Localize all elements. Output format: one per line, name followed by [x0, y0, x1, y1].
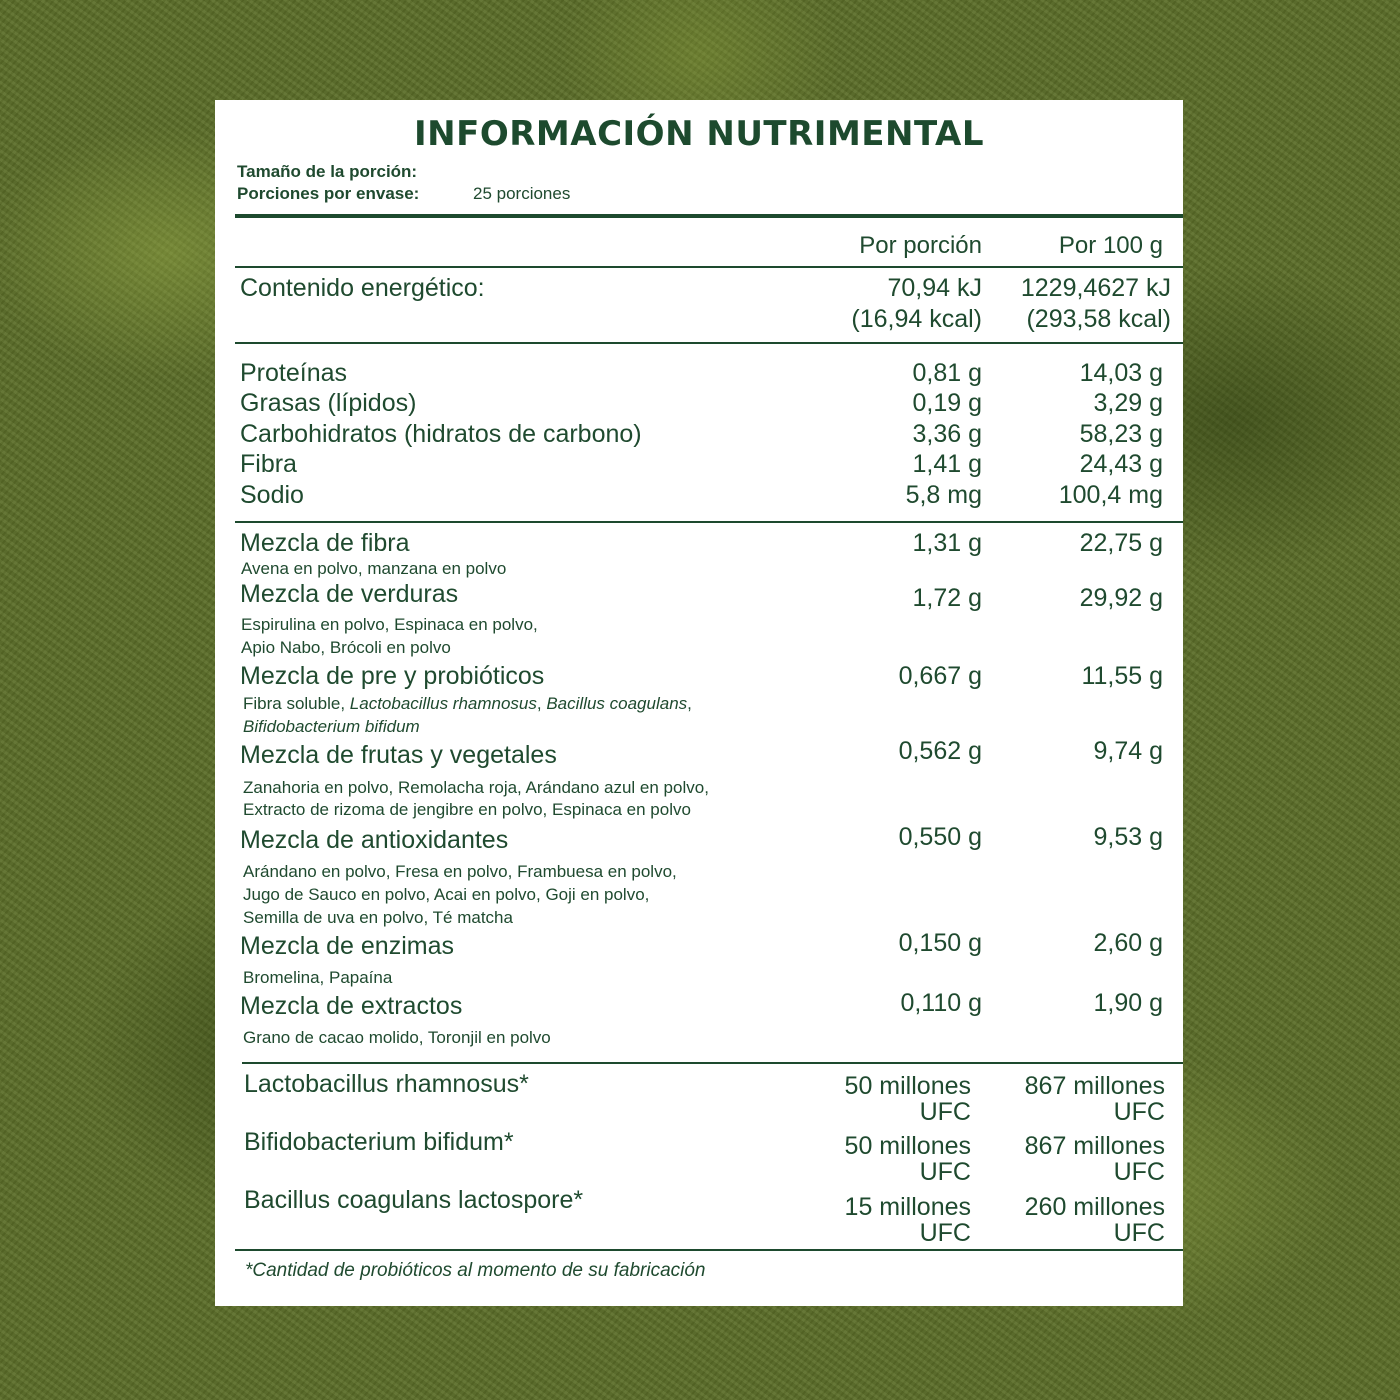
blend-per-serving: 0,550 g — [898, 823, 982, 851]
probiotic-per-serving: 15 millones UFC — [844, 1193, 971, 1247]
energy-per-serving-kcal: (16,94 kcal) — [851, 305, 982, 333]
probiotic-per-serving: 50 millones UFC — [844, 1132, 971, 1186]
blend-name: Mezcla de frutas y vegetales — [240, 741, 557, 769]
blend-ingredients: Fibra soluble, Lactobacillus rhamnosus, Bacillus coagulans, — [243, 694, 692, 713]
probiotic-per-100g: 260 millones UFC — [1024, 1193, 1165, 1247]
blend-name: Mezcla de pre y probióticos — [240, 662, 545, 690]
blend-ingredients: Avena en polvo, manzana en polvo — [241, 559, 507, 578]
nutrient-per-100g: 100,4 mg — [1058, 481, 1163, 509]
divider-columns — [235, 266, 1183, 268]
serving-size-label: Tamaño de la porción: — [237, 162, 418, 181]
energy-per-100-kj: 1229,4627 kJ — [1020, 274, 1171, 302]
energy-per-serving-kj: 70,94 kJ — [887, 274, 982, 302]
nutrient-per-serving: 1,41 g — [912, 450, 982, 478]
blend-per-serving: 0,150 g — [898, 929, 982, 957]
nutrient-per-100g: 58,23 g — [1079, 420, 1163, 448]
servings-per-container-label: Porciones por envase: — [237, 184, 420, 203]
column-header-per-100g: Por 100 g — [1058, 232, 1163, 259]
probiotic-name: Bifidobacterium bifidum* — [244, 1128, 514, 1156]
blend-per-serving: 0,667 g — [898, 662, 982, 690]
blend-per-100g: 22,75 g — [1079, 529, 1163, 557]
nutrition-label — [215, 100, 1183, 1306]
blend-ingredients: Extracto de rizoma de jengibre en polvo, Espinaca en polvo — [243, 800, 691, 819]
divider-energy — [235, 342, 1183, 344]
nutrient-per-serving: 5,8 mg — [905, 481, 982, 509]
divider-header — [235, 214, 1183, 218]
blend-name: Mezcla de extractos — [240, 992, 463, 1020]
nutrient-per-serving: 0,81 g — [912, 359, 982, 387]
nutrient-name: Sodio — [240, 481, 304, 509]
divider-nutrients — [235, 521, 1183, 523]
probiotic-name: Bacillus coagulans lactospore* — [244, 1186, 584, 1214]
footnote: *Cantidad de probióticos al momento de su fabricación — [245, 1260, 706, 1281]
blend-per-serving: 0,562 g — [898, 737, 982, 765]
blend-per-100g: 9,53 g — [1093, 823, 1163, 851]
probiotic-per-serving: 50 millones UFC — [844, 1072, 971, 1126]
blend-ingredients: Espirulina en polvo, Espinaca en polvo, — [241, 615, 538, 634]
divider-blends — [242, 1062, 1183, 1064]
blend-ingredients: Semilla de uva en polvo, Té matcha — [243, 908, 513, 927]
nutrient-name: Fibra — [240, 450, 297, 478]
blend-per-100g: 2,60 g — [1093, 929, 1163, 957]
blend-name: Mezcla de verduras — [240, 580, 459, 608]
probiotic-name: Lactobacillus rhamnosus* — [244, 1070, 529, 1098]
blend-name: Mezcla de antioxidantes — [240, 826, 509, 854]
nutrient-per-serving: 3,36 g — [912, 420, 982, 448]
blend-ingredients: Apio Nabo, Brócoli en polvo — [241, 638, 451, 657]
blend-ingredients: Jugo de Sauco en polvo, Acai en polvo, Goji en polvo, — [243, 885, 650, 904]
nutrient-name: Proteínas — [240, 359, 348, 387]
probiotic-per-100g: 867 millones UFC — [1024, 1132, 1165, 1186]
blend-ingredients: Bifidobacterium bifidum — [243, 717, 420, 736]
blend-per-100g: 29,92 g — [1079, 584, 1163, 612]
blend-ingredients: Bromelina, Papaína — [243, 968, 393, 987]
divider-probiotics — [235, 1249, 1183, 1251]
blend-per-serving: 0,110 g — [900, 989, 982, 1017]
servings-per-container-value: 25 porciones — [473, 184, 571, 203]
nutrient-name: Grasas (lípidos) — [240, 389, 417, 417]
column-header-per-serving: Por porción — [859, 232, 982, 259]
nutrient-name: Carbohidratos (hidratos de carbono) — [240, 420, 642, 448]
energy-per-100-kcal: (293,58 kcal) — [1026, 305, 1171, 333]
nutrient-per-100g: 14,03 g — [1079, 359, 1163, 387]
blend-name: Mezcla de fibra — [240, 529, 410, 557]
blend-ingredients: Zanahoria en polvo, Remolacha roja, Arándano azul en polvo, — [243, 778, 709, 797]
nutrient-per-100g: 3,29 g — [1093, 389, 1163, 417]
blend-ingredients: Grano de cacao molido, Toronjil en polvo — [243, 1028, 551, 1047]
blend-per-serving: 1,31 g — [912, 529, 982, 557]
blend-ingredients: Arándano en polvo, Fresa en polvo, Frambuesa en polvo, — [243, 862, 677, 881]
blend-name: Mezcla de enzimas — [240, 932, 454, 960]
energy-label: Contenido energético: — [240, 274, 485, 302]
probiotic-per-100g: 867 millones UFC — [1024, 1072, 1165, 1126]
blend-per-100g: 11,55 g — [1081, 662, 1163, 690]
nutrient-per-100g: 24,43 g — [1079, 450, 1163, 478]
nutrient-per-serving: 0,19 g — [912, 389, 982, 417]
blend-per-serving: 1,72 g — [912, 584, 982, 612]
blend-per-100g: 1,90 g — [1093, 989, 1163, 1017]
blend-per-100g: 9,74 g — [1093, 737, 1163, 765]
label-title: INFORMACIÓN NUTRIMENTAL — [414, 114, 984, 154]
